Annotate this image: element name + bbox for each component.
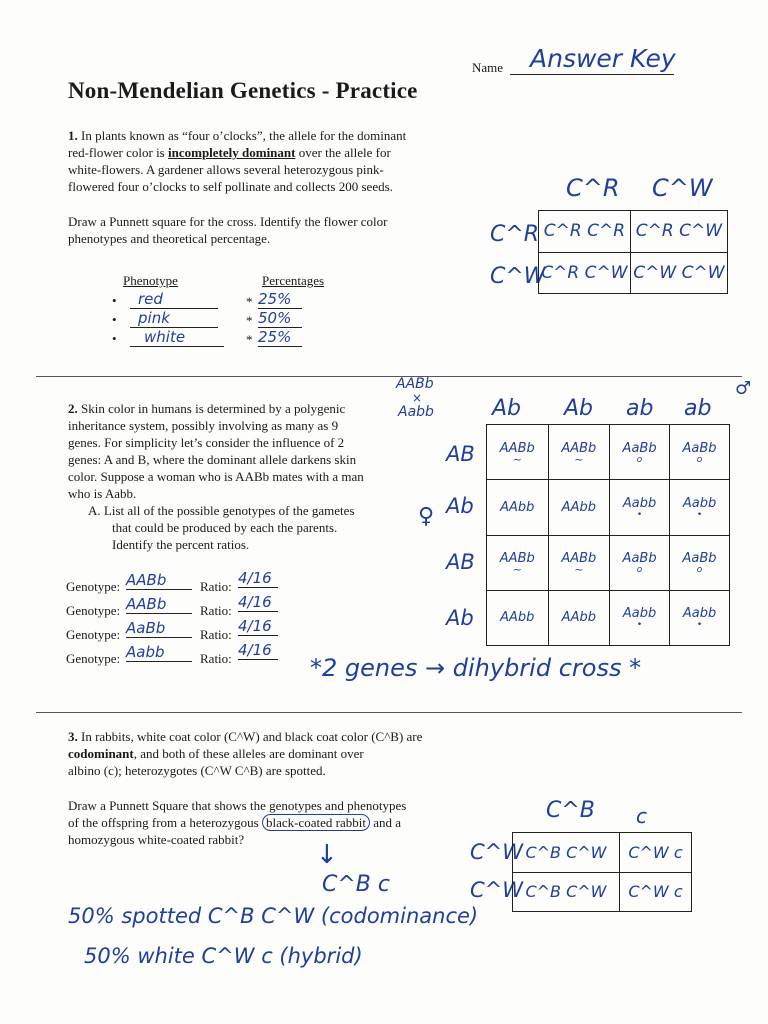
- q2-punnett-top: Ab: [492, 396, 522, 421]
- q1-punnett-square: [538, 210, 728, 294]
- q3-punnett-top: C^B: [546, 798, 595, 823]
- percent-answer: 25%: [258, 290, 302, 309]
- q3-punnett-side: C^W: [470, 878, 524, 902]
- name-value: Answer Key: [530, 44, 676, 73]
- percent-header: Percentages: [262, 273, 325, 288]
- q3-instr-b2: and a: [369, 815, 402, 830]
- ratio-answer: 4/16: [238, 570, 278, 588]
- q1-punnett-top-1: C^W: [652, 174, 713, 202]
- cross-note-b: Aabb: [398, 404, 434, 420]
- percent-answer: 25%: [258, 328, 302, 347]
- ratio-answer: 4/16: [238, 642, 278, 660]
- q2-number: 2.: [68, 401, 78, 416]
- q1-punnett-cell: C^R C^W: [630, 211, 727, 253]
- genotype-answer: AaBb: [126, 620, 192, 638]
- genotype-label: Genotype:: [66, 627, 121, 642]
- ratio-label: Ratio:: [200, 579, 232, 594]
- q1-line-d: flowered four o’clocks to self pollinate and collects 200 seeds.: [68, 179, 393, 194]
- cross-note-x: ×: [412, 391, 423, 405]
- q1-emphasis: incompletely dominant: [168, 145, 296, 160]
- q2-punnett-cell: Aabb •: [670, 480, 730, 535]
- q2-punnett-cell: AaBb o: [670, 535, 730, 590]
- dihybrid-note: *2 genes → dihybrid cross *: [310, 654, 642, 682]
- q1-instr-a: Draw a Punnett square for the cross. Identify the flower color: [68, 214, 388, 229]
- q2-punnett-cell: AaBb o: [610, 535, 670, 590]
- q2-punnett-side: AB: [446, 442, 475, 466]
- q2-punnett-cell: Aabb •: [610, 480, 670, 535]
- q2-punnett-top: Ab: [564, 396, 594, 421]
- phenotype-header: Phenotype: [123, 273, 178, 288]
- ratio-label: Ratio:: [200, 651, 232, 666]
- male-symbol: ♂: [735, 378, 752, 399]
- q3-result-spotted: 50% spotted C^B C^W (codominance): [68, 904, 479, 928]
- q2-line: genes. For simplicity let’s consider the influence of 2: [68, 435, 345, 450]
- q3-parent-genotype: C^B c: [322, 872, 390, 897]
- q1-punnett-top-0: C^R: [566, 174, 620, 202]
- q2-punnett-cell: AABb ~: [548, 425, 610, 480]
- q2-punnett-cell: AABb ~: [487, 425, 549, 480]
- q2-punnett-top: ab: [684, 396, 712, 421]
- ratio-answer: 4/16: [238, 594, 278, 612]
- section-divider: [36, 376, 742, 377]
- genotype-label: Genotype:: [66, 603, 121, 618]
- q3-codominant: codominant: [68, 746, 134, 761]
- q2-punnett-cell: AAbb: [487, 480, 549, 535]
- ratio-label: Ratio:: [200, 603, 232, 618]
- q2-punnett-cell: AABb ~: [548, 535, 610, 590]
- q2-text: [68, 400, 408, 553]
- ratio-answer: 4/16: [238, 618, 278, 636]
- q2-punnett-side: AB: [446, 550, 475, 574]
- q2-punnett-square: [486, 424, 730, 646]
- page-title: Non-Mendelian Genetics - Practice: [68, 78, 418, 103]
- female-symbol: ♀: [418, 504, 435, 529]
- q2-punnett-cell: Aabb •: [670, 590, 730, 645]
- q3-text: [68, 728, 468, 848]
- phenotype-answer: white: [130, 328, 224, 347]
- ratio-label: Ratio:: [200, 627, 232, 642]
- q3-punnett-square: [512, 832, 692, 912]
- q3-line1: In rabbits, white coat color (C^W) and black coat color (C^B) are: [81, 729, 423, 744]
- q3-punnett-cell: C^B C^W: [513, 872, 620, 912]
- q1-line-b2: over the allele for: [295, 145, 391, 160]
- genotype-label: Genotype:: [66, 579, 121, 594]
- q2-punnett-cell: AaBb o: [670, 425, 730, 480]
- q1-line-b1: red-flower color is: [68, 145, 168, 160]
- phenotype-answer: red: [130, 290, 218, 309]
- q3-circled-phrase: black-coated rabbit: [262, 814, 370, 831]
- q3-instr-c: homozygous white-coated rabbit?: [68, 832, 245, 847]
- q3-line3: albino (c); heterozygotes (C^W C^B) are spotted.: [68, 763, 326, 778]
- section-divider: [36, 712, 742, 713]
- q2-punnett-side: Ab: [446, 606, 474, 630]
- q1-line-c: white-flowers. A gardener allows several heterozygous pink-: [68, 162, 384, 177]
- q2-part-line: Identify the percent ratios.: [112, 537, 250, 552]
- q2-line: who is Aabb.: [68, 486, 137, 501]
- q2-punnett-top: ab: [626, 396, 654, 421]
- q1-punnett-cell: C^R C^W: [539, 252, 631, 294]
- q3-punnett-cell: C^W c: [619, 872, 691, 912]
- q2-part-a: A.: [88, 503, 101, 518]
- genotype-answer: AABb: [126, 596, 192, 614]
- q2-punnett-side: Ab: [446, 494, 474, 518]
- q3-punnett-cell: C^B C^W: [513, 833, 620, 873]
- q1-punnett-side-0: C^R: [490, 222, 540, 247]
- q2-line: inheritance system, possibly involving as many as 9: [68, 418, 339, 433]
- q2-punnett-cell: AABb ~: [487, 535, 549, 590]
- q1-text: [68, 127, 468, 247]
- q2-punnett-cell: AaBb o: [610, 425, 670, 480]
- q3-number: 3.: [68, 729, 78, 744]
- genotype-answer: AABb: [126, 572, 192, 590]
- q1-instr-b: phenotypes and theoretical percentage.: [68, 231, 271, 246]
- q2-punnett-cell: AAbb: [548, 590, 610, 645]
- genotype-label: Genotype:: [66, 651, 121, 666]
- q2-punnett-cell: Aabb •: [610, 590, 670, 645]
- q3-instr-b1: of the offspring from a heterozygous: [68, 815, 262, 830]
- q2-line: genes: A and B, where the dominant allele darkens skin: [68, 452, 357, 467]
- q1-punnett-side-1: C^W: [490, 264, 546, 289]
- q3-instr-a: Draw a Punnett Square that shows the genotypes and phenotypes: [68, 798, 407, 813]
- q3-line2: , and both of these alleles are dominant over: [133, 746, 364, 761]
- name-label: Name: [472, 60, 504, 75]
- q1-line-a: In plants known as “four o’clocks”, the allele for the dominant: [81, 128, 407, 143]
- percent-answer: 50%: [258, 309, 302, 328]
- q2-part-line: that could be produced by each the parents.: [112, 520, 338, 535]
- q1-punnett-cell: C^R C^R: [539, 211, 631, 253]
- q2-punnett-cell: AAbb: [548, 480, 610, 535]
- q1-punnett-cell: C^W C^W: [630, 252, 727, 294]
- q2-part-line: List all of the possible genotypes of the gametes: [103, 503, 355, 518]
- q1-number: 1.: [68, 128, 78, 143]
- phenotype-answer: pink: [130, 309, 218, 328]
- cross-note-a: AABb: [396, 376, 434, 392]
- q2-line: color. Suppose a woman who is AABb mates with a man: [68, 469, 364, 484]
- name-line: [510, 74, 674, 75]
- q3-punnett-side: C^W: [470, 840, 524, 864]
- q2-punnett-cell: AAbb: [487, 590, 549, 645]
- q3-result-white: 50% white C^W c (hybrid): [84, 944, 363, 968]
- q3-punnett-cell: C^W c: [619, 833, 691, 873]
- q2-line: Skin color in humans is determined by a polygenic: [81, 401, 346, 416]
- down-arrow: ↓: [316, 840, 338, 870]
- genotype-answer: Aabb: [126, 644, 192, 662]
- q3-punnett-top: c: [636, 804, 647, 828]
